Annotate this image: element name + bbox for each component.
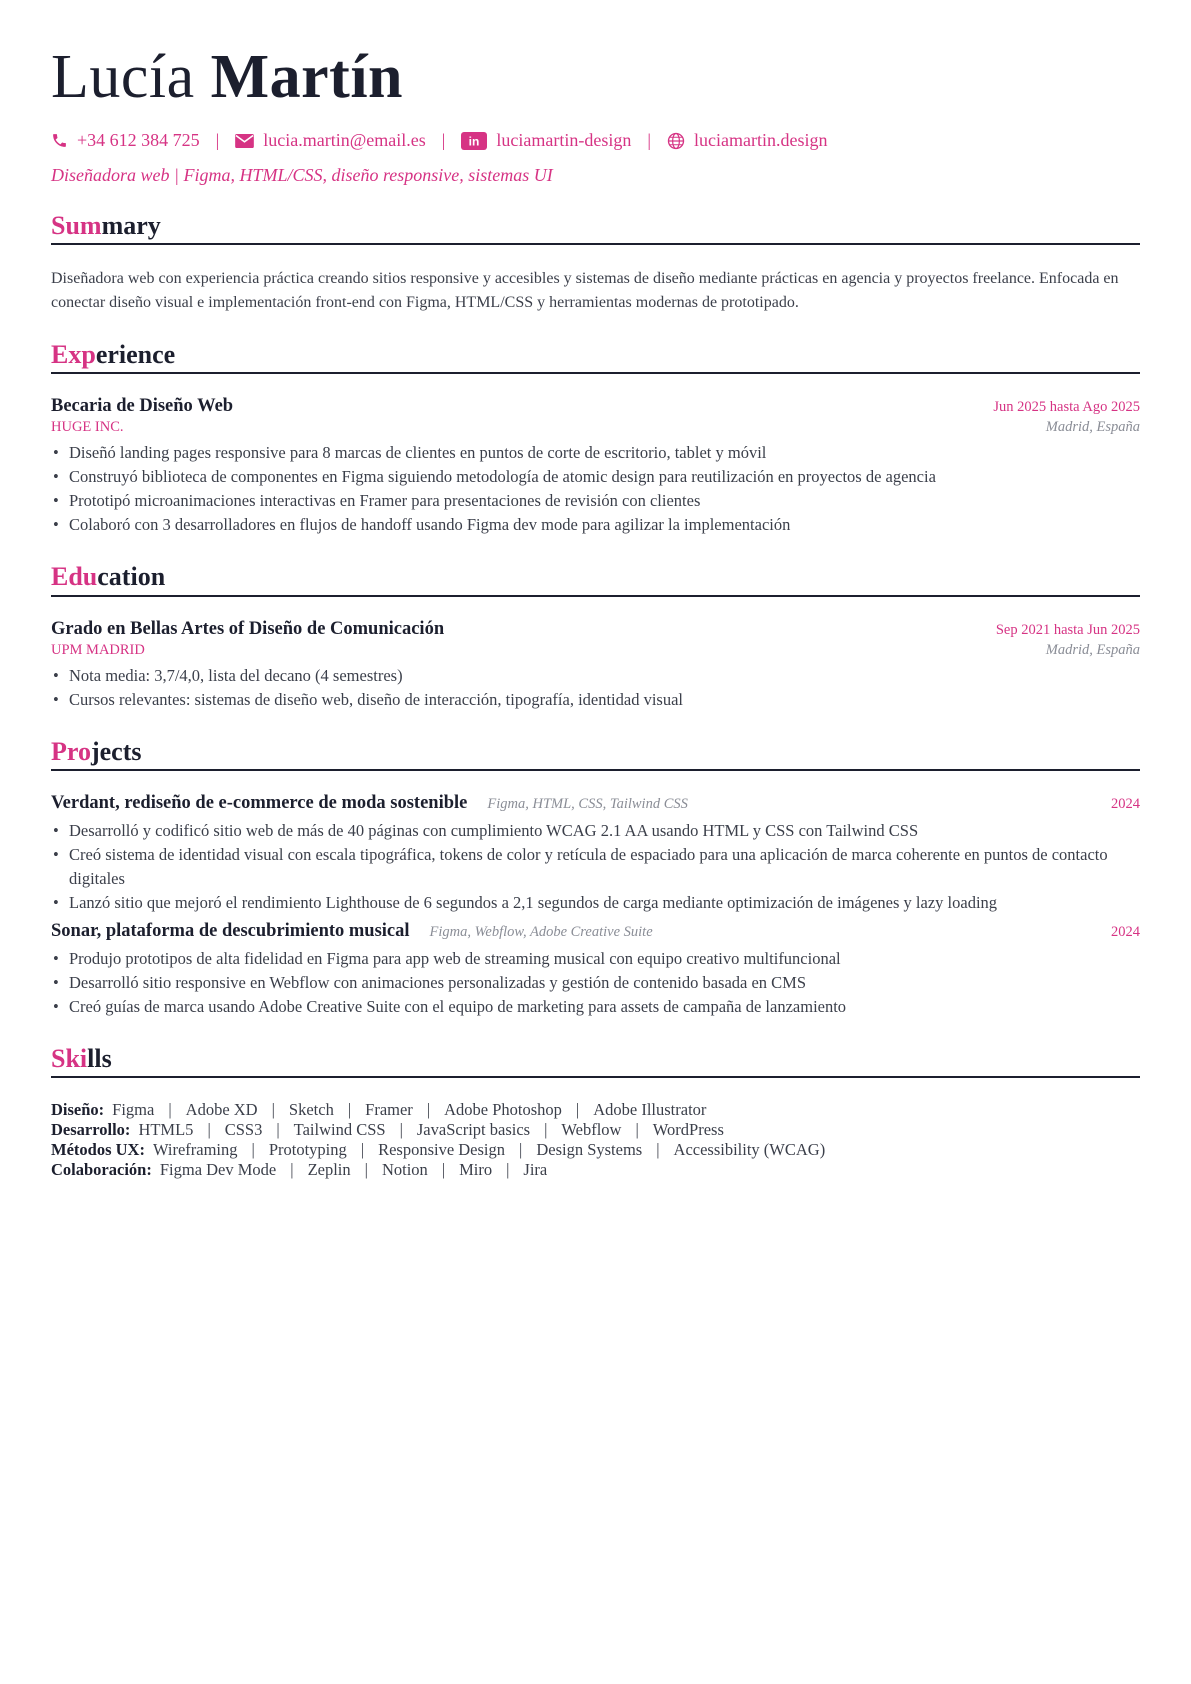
contact-separator: | [441,130,446,150]
skill-item: Prototyping [268,1139,347,1159]
section-title [51,561,1140,596]
skill-item: Jira [523,1159,548,1179]
skill-separator: | [276,1119,280,1139]
education-section [51,561,1140,711]
list-item: • Desarrolló sitio responsive en Webflow con animaciones personalizadas y gestión de contenido basada en CMS [51,971,1140,995]
list-item: • Construyó biblioteca de componentes en Figma siguiendo metodología de atomic design para reutilización en proyectos de agencia [51,465,1140,489]
skill-separator: | [207,1119,211,1139]
candidate-name [51,43,1140,111]
first-name: Lucía [51,43,195,111]
skill-item: CSS3 [224,1119,263,1139]
list-item: • Desarrolló y codificó sitio web de más de 40 páginas con cumplimiento WCAG 2.1 AA usando HTML y CSS con Tailwind CSS [51,819,1140,843]
projects-section [51,736,1140,1019]
skill-separator: | [544,1119,548,1139]
list-item: • Creó guías de marca usando Adobe Creative Suite con el equipo de marketing para assets de campaña de lanzamiento [51,995,1140,1019]
skill-separator: | [347,1099,352,1119]
section-title-accent: Ski [51,1043,88,1073]
svg-text:in: in [469,134,480,148]
section-title-accent: Pro [51,736,91,766]
job-location: Madrid, España [1045,419,1140,436]
skill-row [51,1140,1140,1160]
school-location: Madrid, España [1045,641,1140,658]
skill-separator: | [635,1119,639,1139]
skill-item: HTML5 [138,1119,194,1139]
skill-category-label: Desarrollo: [51,1119,131,1139]
project-bullets [51,819,1140,915]
email-icon [235,134,254,148]
skill-separator: | [575,1099,580,1119]
tagline: Diseñadora web | Figma, HTML/CSS, diseño responsive, sistemas UI [51,165,553,185]
project-entry [51,793,1140,915]
section-title [51,210,1140,245]
skill-item: Zeplin [307,1159,351,1179]
degree-title: Grado en Bellas Artes of Diseño de Comunicación [51,618,445,639]
job-bullets [51,441,1140,537]
school-name: UPM MADRID [51,641,145,658]
skill-row [51,1160,1140,1180]
summary-text: Diseñadora web con experiencia práctica creando sitios responsive y accesibles y sistemas de diseño mediante prácticas en agencia y proyectos freelance. Enfocada en conectar diseño visual e implementación front-end con Figma, HTML/CSS y herramientas modernas de prototipado. [51,270,1119,312]
education-bullets [51,664,1140,712]
skill-item: Framer [365,1099,413,1119]
contact-linkedin[interactable] [461,130,631,151]
skill-item: JavaScript basics [416,1119,531,1139]
project-entry [51,921,1140,1019]
list-item: • Creó sistema de identidad visual con escala tipográfica, tokens de color y retícula de espaciado para una aplicación de marca coherente en puntos de contacto digitales [51,843,1140,891]
section-title-rest: jects [90,736,142,766]
experience-section [51,339,1140,537]
skill-item: Wireframing [152,1139,238,1159]
section-title-rest: cation [97,562,166,592]
contact-website[interactable] [667,130,827,151]
list-item: • Nota media: 3,7/4,0, lista del decano (4 semestres) [51,664,1140,688]
skill-separator: | [441,1159,446,1179]
skills-list [51,1100,1140,1180]
project-date: 2024 [1111,795,1140,812]
project-bullets [51,947,1140,1019]
skill-item: Responsive Design [378,1139,506,1159]
job-title: Becaria de Diseño Web [51,396,234,417]
skill-item: Figma [112,1099,155,1119]
skill-item: WordPress [652,1119,724,1139]
skill-item: Adobe Illustrator [593,1099,707,1119]
project-date: 2024 [1111,923,1140,940]
skill-item: Design Systems [536,1139,643,1159]
skill-item: Webflow [561,1119,622,1139]
skill-separator: | [399,1119,403,1139]
skill-item: Tailwind CSS [293,1119,386,1139]
email-text: lucia.martin@email.es [263,130,426,150]
skill-separator: | [290,1159,294,1179]
contact-bar [51,130,1140,151]
contact-separator: | [647,130,651,150]
phone-text: +34 612 384 725 [77,130,200,150]
skill-separator: | [271,1099,275,1119]
globe-icon [667,132,685,150]
skill-category-label: Métodos UX: [51,1139,145,1159]
skill-category-label: Colaboración: [51,1159,152,1179]
section-title [51,1043,1140,1078]
section-title-accent: Exp [51,340,96,370]
skill-separator: | [506,1159,510,1179]
skill-item: Accessibility (WCAG) [673,1139,826,1159]
skill-separator: | [426,1099,431,1119]
list-item: • Diseñó landing pages responsive para 8 marcas de clientes en puntos de corte de escritorio, tablet y móvil [51,441,1140,465]
skill-item: Figma Dev Mode [159,1159,277,1179]
section-title [51,736,1140,771]
contact-separator: | [215,130,220,150]
website-text: luciamartin.design [693,130,828,150]
skill-separator: | [168,1099,172,1119]
list-item: • Produjo prototipos de alta fidelidad en Figma para app web de streaming musical con equipo creativo multifuncional [51,947,1140,971]
skill-separator: | [656,1139,660,1159]
list-item: • Lanzó sitio que mejoró el rendimiento Lighthouse de 6 segundos a 2,1 segundos de carga mediante optimización de imágenes y lazy loading [51,891,1140,915]
linkedin-icon [461,132,487,150]
project-title: Verdant, rediseño de e-commerce de moda sostenible [51,792,468,813]
list-item: • Colaboró con 3 desarrolladores en flujos de handoff usando Figma dev mode para agilizar la implementación [51,513,1140,537]
skill-item: Adobe XD [185,1099,258,1119]
summary-section [51,210,1140,315]
skill-separator: | [364,1159,368,1179]
section-title [51,339,1140,374]
skill-separator: | [519,1139,523,1159]
skills-section [51,1043,1140,1180]
section-title-accent: Edu [51,562,98,592]
last-name: Martín [210,43,404,111]
skill-item: Sketch [288,1099,334,1119]
degree-date: Sep 2021 hasta Jun 2025 [995,621,1140,638]
skill-category-label: Diseño: [51,1099,105,1119]
project-tech: Figma, HTML, CSS, Tailwind CSS [487,795,688,812]
phone-icon [51,132,68,149]
skill-separator: | [360,1139,365,1159]
section-title-rest: lls [87,1043,112,1073]
education-entry [51,619,1140,712]
project-tech: Figma, Webflow, Adobe Creative Suite [429,923,653,940]
skill-item: Notion [381,1159,428,1179]
section-title-rest: mary [101,211,161,240]
skill-item: Miro [459,1159,493,1179]
section-title-rest: erience [95,340,176,370]
section-title-accent: Sum [51,211,102,240]
project-title: Sonar, plataforma de descubrimiento musical [51,920,410,941]
skill-row [51,1100,1140,1120]
job-date: Jun 2025 hasta Ago 2025 [993,399,1140,416]
skill-separator: | [251,1139,255,1159]
skill-row [51,1120,1140,1140]
contact-email[interactable] [235,130,426,151]
skill-item: Adobe Photoshop [444,1099,562,1119]
contact-phone[interactable] [51,130,200,151]
experience-entry [51,396,1140,537]
list-item: • Cursos relevantes: sistemas de diseño web, diseño de interacción, tipografía, identidad visual [51,688,1140,712]
company-name: HUGE INC. [51,419,124,436]
linkedin-text: luciamartin-design [496,130,632,150]
list-item: • Prototipó microanimaciones interactivas en Framer para presentaciones de revisión con clientes [51,489,1140,513]
